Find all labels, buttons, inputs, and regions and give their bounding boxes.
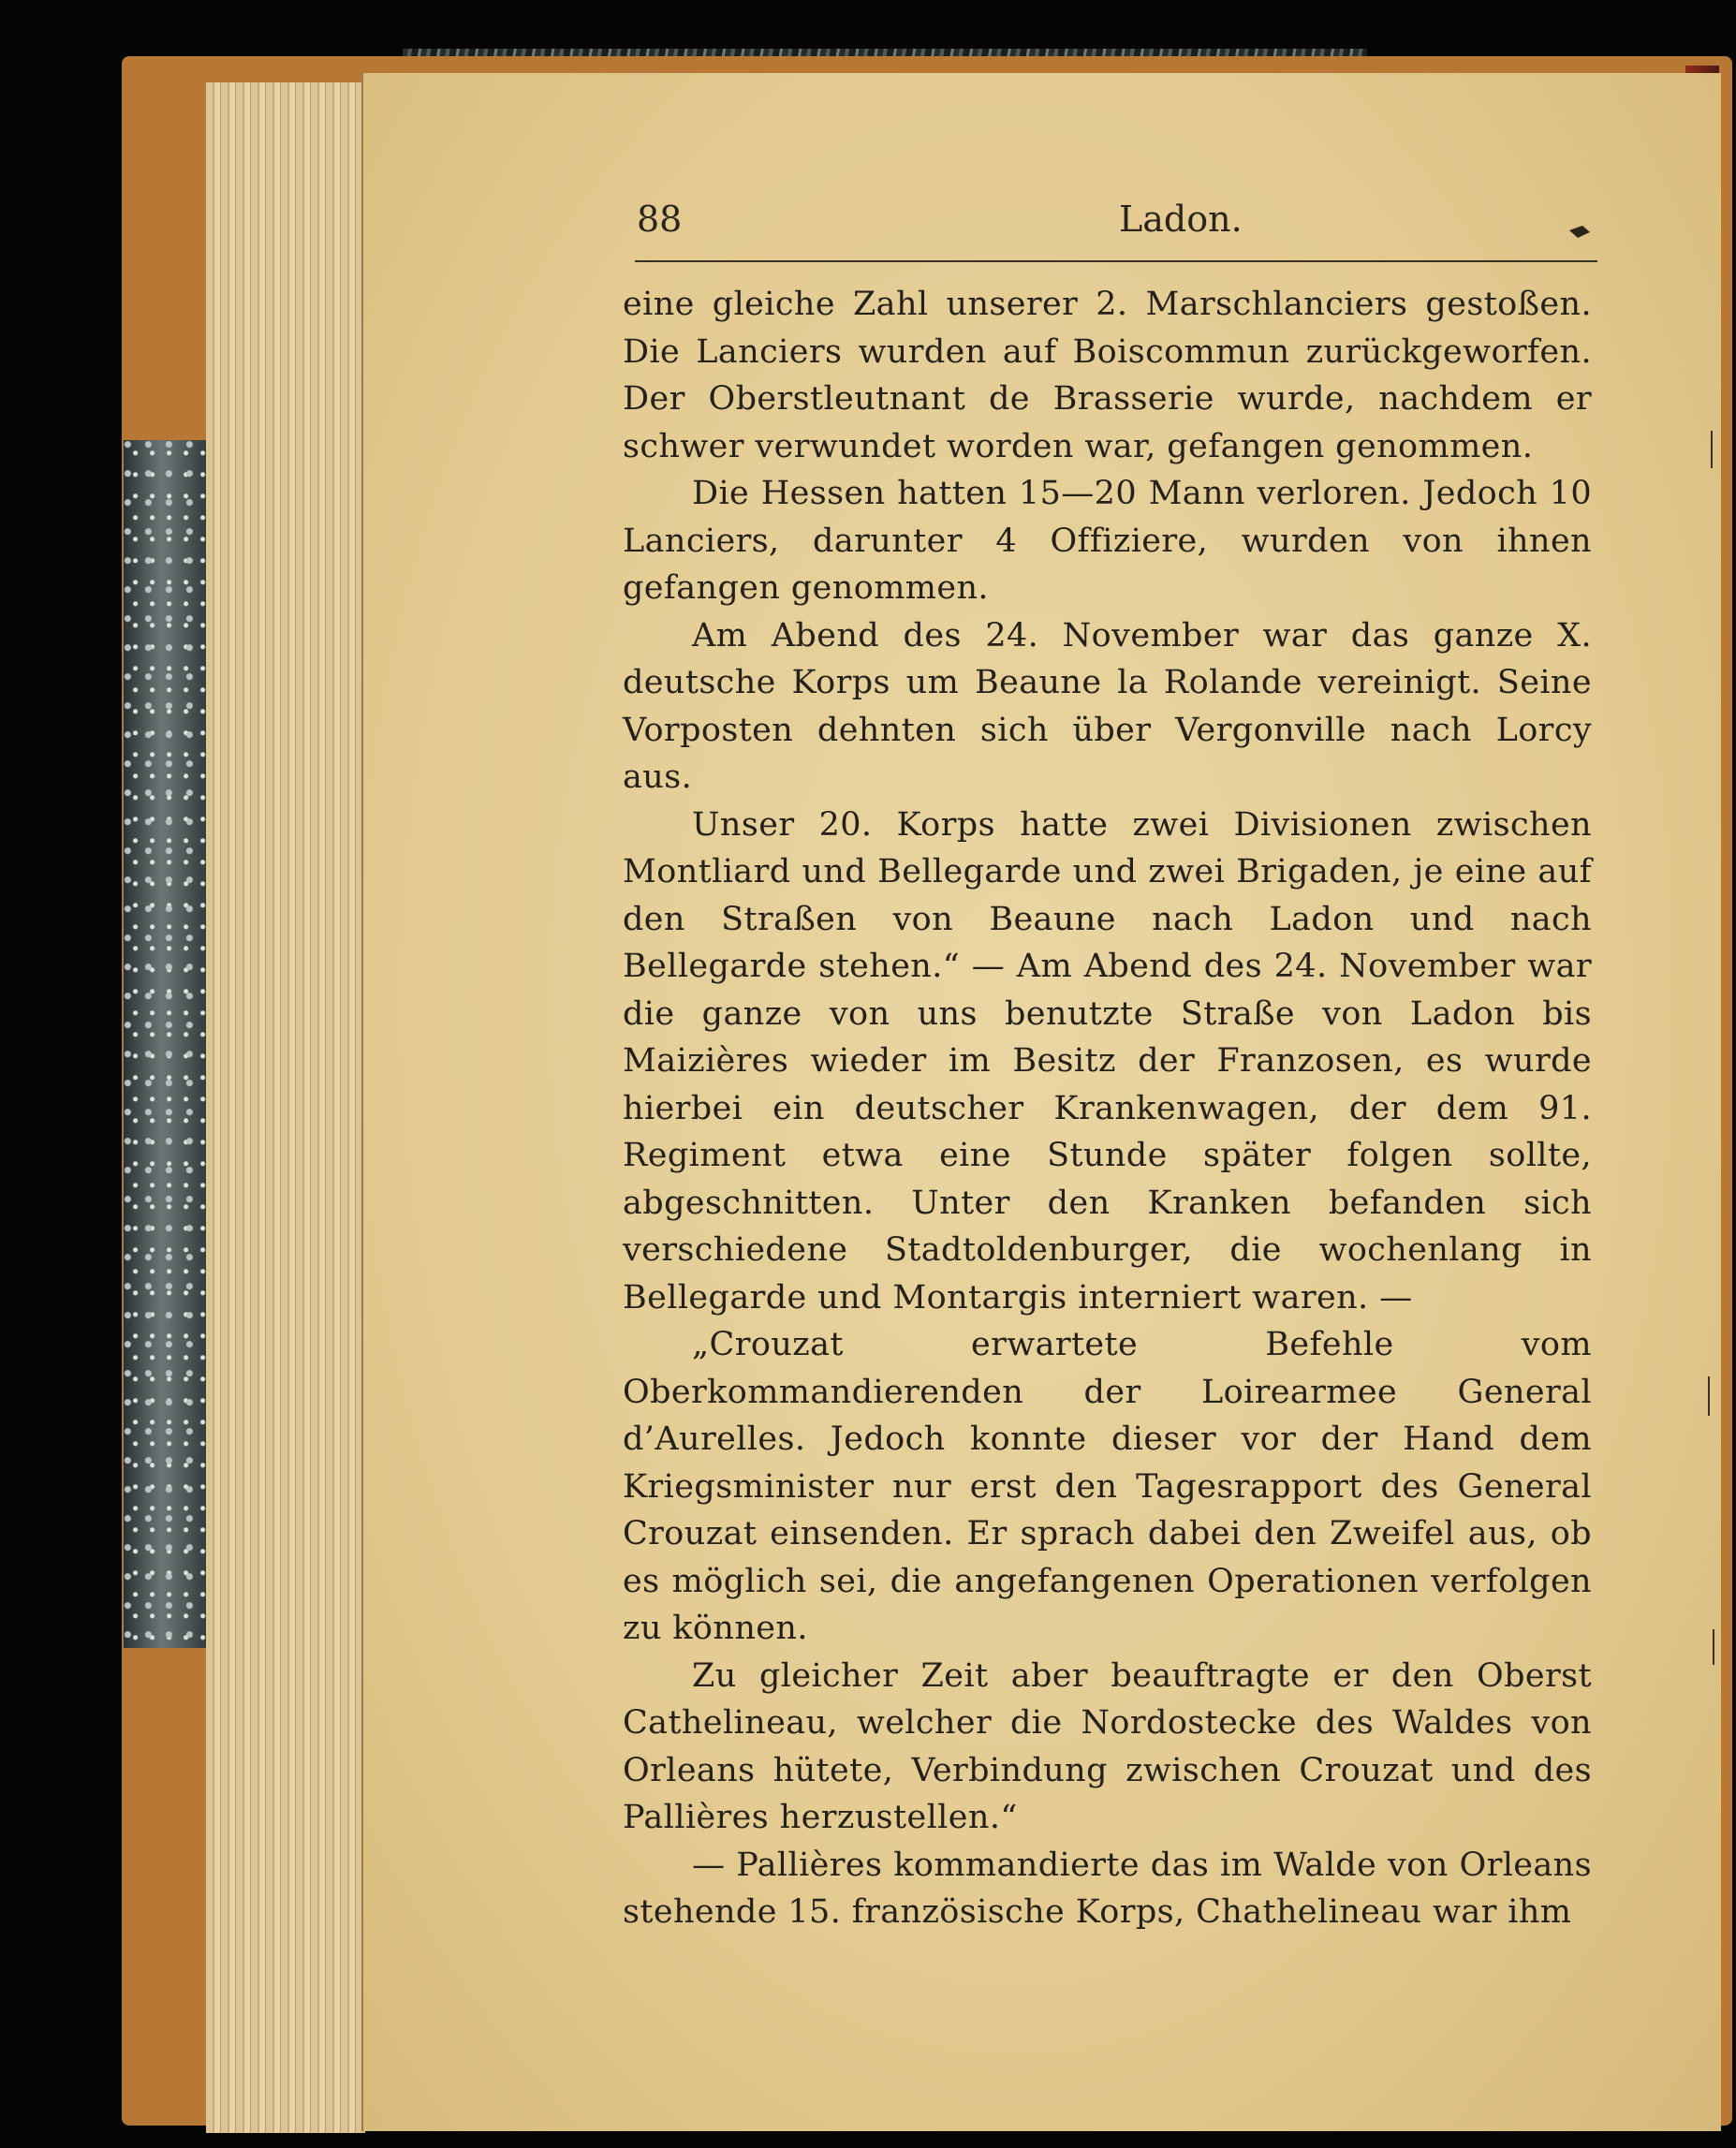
paragraph-6: Zu gleicher Zeit aber beauftragte er den Oberst Cathelineau, welcher die Nordostecke des Waldes von Orleans hütete, Verbindung zwischen Crouzat und des Pallières herzustellen.“ [623,1656,1592,1836]
paragraph-5: „Crouzat erwartete Befehle vom Oberkommandierenden der Loirearmee General d’Aurelles. Jedoch konnte dieser vor der Hand dem Kriegsminister nur erst den Tagesrapport des General Crouzat einsenden. Er sprach dabei den Zweifel aus, ob es möglich sei, die angefangenen Operationen verfolgen zu können. [623,1326,1592,1647]
running-title: Ladon. [1119,199,1243,240]
margin-mark-icon [1566,221,1594,243]
page-edge-stack [206,82,365,2133]
paragraph-1: eine gleiche Zahl unserer 2. Marschlanciers gestoßen. Die Lanciers wurden auf Boiscommun zurückgeworfen. Der Oberstleutnant de Brasserie wurde, nachdem er schwer verwundet worden war, gefangen genommen. [623,286,1592,465]
marbled-spine [124,440,210,1648]
margin-tick [1713,1629,1714,1665]
body-text [623,281,1592,1936]
paragraph-4: Unser 20. Korps hatte zwei Divisionen zwischen Montliard und Bellegarde und zwei Brigaden, je eine auf den Straßen von Beaune nach Ladon und nach Bellegarde stehen.“ — Am Abend des 24. November war die ganze von uns benutzte Straße von Ladon bis Maizières wieder im Besitz der Franzosen, es wurde hierbei ein deutscher Krankenwagen, der dem 91. Regiment etwa eine Stunde später folgen sollte, abgeschnitten. Unter den Kranken befanden sich verschiedene Stadtoldenburger, die wochenlang in Bellegarde und Montargis interniert waren. — [623,805,1592,1317]
margin-tick [1708,1376,1710,1416]
paragraph-7: — Pallières kommandierte das im Walde von Orleans stehende 15. französische Korps, Chathelineau war ihm [623,1846,1592,1931]
header-rule [635,260,1597,262]
page-number: 88 [637,199,683,240]
margin-tick [1711,431,1713,468]
paragraph-2: Die Hessen hatten 15—20 Mann verloren. Jedoch 10 Lanciers, darunter 4 Offiziere, wurden von ihnen gefangen genommen. [623,475,1592,607]
paragraph-3: Am Abend des 24. November war das ganze X. deutsche Korps um Beaune la Rolande vereinigt. Seine Vorposten dehnten sich über Vergonville nach Lorcy aus. [623,616,1592,796]
